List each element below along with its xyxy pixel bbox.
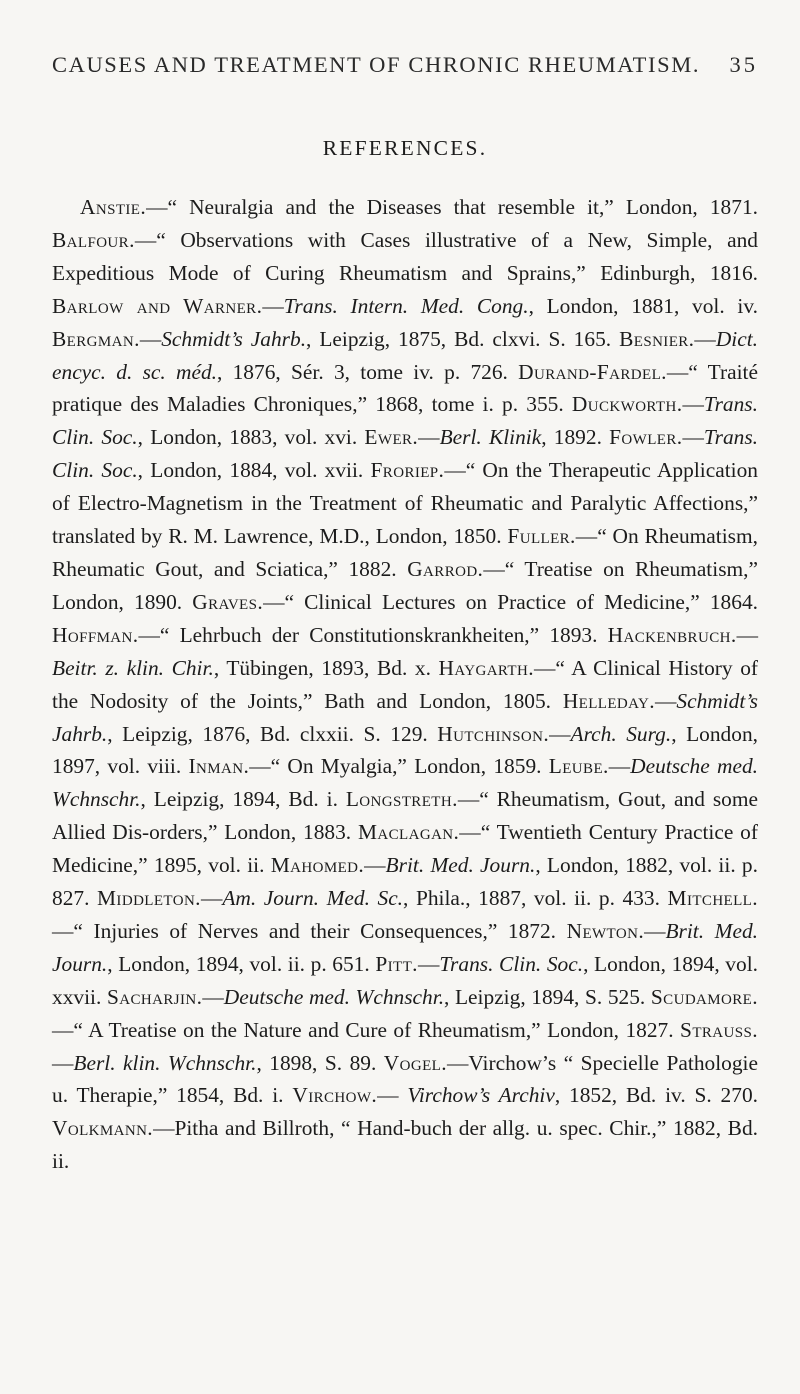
reference-author: Vogel. [383, 1050, 447, 1075]
reference-details: , Leipzig, 1876, Bd. clxxii. S. 129. [107, 721, 428, 746]
reference-journal: Deutsche med. Wchnschr. [223, 984, 445, 1009]
reference-details: , Phila., 1887, vol. ii. p. 433. [403, 886, 660, 911]
reference-details: , London, 1881, vol. iv. [528, 293, 758, 318]
reference-author: Newton. [566, 918, 645, 943]
reference-text: —“ On Myalgia,” London, 1859. [249, 754, 542, 779]
reference-author: Duckworth. [571, 392, 683, 417]
reference-text: — [262, 293, 284, 318]
reference-author: Inman. [188, 754, 250, 779]
reference-entry [52, 327, 611, 351]
reference-journal: Schmidt’s Jahrb. [52, 688, 758, 746]
reference-text: — [418, 425, 440, 450]
reference-journal: Virchow’s Archiv [407, 1083, 555, 1108]
reference-entry [189, 754, 542, 778]
reference-author: Barlow and Warner. [52, 293, 263, 318]
reference-details: , London, 1894, vol. xxvii. [52, 951, 758, 1009]
references-paragraph [52, 191, 758, 1178]
reference-text: —Pitha and Billroth, “ Hand-buch der allg. u. spec. Chir.,” 1882, Bd. ii. [52, 1116, 758, 1174]
reference-text: —“ A Clinical History of the Nodosity of the Joints,” Bath and London, 1805. [52, 655, 759, 713]
reference-author: Volkmann. [52, 1116, 154, 1141]
reference-details: , London, 1897, vol. viii. [52, 721, 758, 779]
reference-entry [52, 623, 597, 647]
reference-entry [52, 1116, 758, 1173]
reference-text: —“ A Treatise on the Nature and Cure of Rheumatism,” London, 1827. [52, 1017, 674, 1042]
reference-journal: Beitr. z. klin. Chir. [52, 655, 214, 680]
reference-author: Virchow. [292, 1083, 378, 1108]
reference-text: —“ On the Therapeutic Application of Electro-Magnetism in the Treatment of Rheumatic and Paralytic Affections,” translated by R. M. Lawrence, M.D., London, 1850. [52, 458, 758, 549]
reference-text: — [364, 853, 386, 878]
reference-author: Mahomed. [270, 853, 365, 878]
reference-text: — [202, 984, 224, 1009]
reference-text: — [417, 951, 440, 976]
reference-text: — [377, 1083, 408, 1108]
reference-details: , Leipzig, 1875, Bd. clxvi. S. 165. [306, 326, 612, 351]
section-title: REFERENCES. [322, 136, 488, 160]
reference-text: — [694, 326, 716, 351]
reference-author: Sacharjin. [106, 984, 203, 1009]
reference-text: — [608, 754, 631, 779]
page-number: 35 [729, 52, 758, 77]
reference-author: Hackenbruch. [607, 622, 737, 647]
reference-author: Maclagan. [357, 820, 460, 845]
reference-entry [52, 228, 758, 285]
reference-journal: Dict. encyc. d. sc. méd. [52, 326, 758, 384]
reference-text: —“ Clinical Lectures on Practice of Medicine,” 1864. [263, 589, 758, 614]
reference-entry [107, 985, 645, 1009]
reference-text: —“ Neuralgia and the Diseases that resemble it,” London, 1871. [146, 195, 758, 219]
reference-journal: Berl. Klinik [439, 425, 542, 450]
reference-journal: Brit. Med. Journ. [52, 918, 759, 976]
reference-author: Fowler. [609, 425, 683, 450]
reference-author: Helleday. [562, 688, 655, 713]
reference-text: — [682, 425, 704, 450]
reference-details: , 1898, S. 89. [256, 1050, 377, 1075]
running-head-title: CAUSES AND TREATMENT OF CHRONIC RHEUMATISM. [52, 52, 701, 77]
reference-author: Leube. [548, 754, 609, 779]
reference-author: Durand-Fardel. [518, 359, 667, 384]
reference-author: Fuller. [507, 524, 576, 549]
reference-details: , London, 1883, vol. xvi. [137, 425, 358, 450]
reference-text: —“ Twentieth Century Practice of Medicine,” 1895, vol. ii. [52, 820, 758, 878]
reference-entry [52, 294, 758, 318]
reference-author: Garrod. [407, 556, 484, 581]
reference-author: Hoffman. [52, 622, 139, 647]
reference-details: , 1876, Sér. 3, tome iv. p. 726. [217, 359, 508, 384]
reference-author: Haygarth. [438, 655, 534, 680]
reference-details: , 1852, Bd. iv. S. 270. [554, 1083, 758, 1108]
reference-journal: Brit. Med. Journ. [385, 853, 536, 878]
reference-text: — [200, 886, 223, 911]
reference-author: Scudamore. [650, 984, 758, 1009]
reference-text: —“ Lehrbuch der Constitutionskrankheiten,” 1893. [138, 622, 598, 647]
reference-details: , Tübingen, 1893, Bd. x. [213, 655, 431, 680]
reference-details: , London, 1882, vol. ii. p. 827. [52, 853, 758, 911]
reference-entry [364, 425, 602, 449]
reference-journal: Arch. Surg. [570, 721, 672, 746]
reference-author: Hutchinson. [437, 721, 550, 746]
reference-entry [192, 590, 758, 614]
reference-journal: Am. Journ. Med. Sc. [222, 886, 404, 911]
running-head [52, 52, 758, 78]
reference-author: Balfour. [52, 227, 135, 252]
reference-text: —“ Rheumatism, Gout, and some Allied Dis-orders,” London, 1883. [52, 787, 758, 845]
reference-text: — [736, 622, 758, 647]
reference-details: , Leipzig, 1894, S. 525. [444, 984, 646, 1009]
reference-details: , Leipzig, 1894, Bd. i. [140, 787, 338, 812]
reference-journal: Schmidt’s Jahrb. [161, 326, 307, 351]
reference-author: Bergman. [52, 326, 140, 351]
reference-text: — [682, 392, 704, 417]
reference-author: Mitchell. [667, 886, 758, 911]
reference-journal: Trans. Clin. Soc. [52, 425, 759, 483]
reference-author: Longstreth. [345, 787, 458, 812]
reference-journal: Trans. Clin. Soc. [52, 392, 758, 450]
reference-entry [292, 1083, 758, 1107]
reference-text: —“ Observations with Cases illustrative of a New, Simple, and Expeditious Mode of Curing Rheumatism and Sprains,” Edinburgh, 1816. [52, 227, 758, 285]
reference-text: — [52, 1050, 74, 1075]
reference-journal: Deutsche med. Wchnschr. [52, 754, 758, 812]
reference-text: —“ Injuries of Nerves and their Consequences,” 1872. [52, 918, 557, 943]
reference-journal: Berl. klin. Wchnschr. [73, 1050, 257, 1075]
reference-author: Middleton. [97, 886, 201, 911]
reference-text: —“ Treatise on Rheumatism,” London, 1890. [52, 556, 759, 614]
reference-journal: Trans. Clin. Soc. [439, 951, 584, 976]
reference-author: Besnier. [619, 326, 695, 351]
reference-author: Ewer. [364, 425, 419, 450]
reference-text: — [655, 688, 677, 713]
reference-text: —Virchow’s “ Specielle Pathologie u. Therapie,” 1854, Bd. i. [52, 1050, 758, 1108]
reference-author: Anstie. [80, 195, 147, 219]
reference-text: — [644, 918, 666, 943]
reference-text: —“ On Rheumatism, Rheumatic Gout, and Sciatica,” 1882. [52, 524, 758, 581]
reference-entry [80, 195, 758, 219]
reference-details: , London, 1894, vol. ii. p. 651. [107, 951, 370, 976]
reference-author: Strauss. [680, 1017, 758, 1042]
reference-author: Graves. [192, 589, 264, 614]
reference-text: — [549, 721, 571, 746]
reference-entry [97, 886, 660, 910]
reference-author: Pitt. [375, 951, 418, 976]
reference-text: — [139, 326, 162, 351]
reference-details: , London, 1884, vol. xvii. [137, 458, 364, 483]
reference-text: —“ Traité pratique des Maladies Chroniques,” 1868, tome i. p. 355. [52, 359, 758, 417]
reference-journal: Trans. Intern. Med. Cong. [283, 293, 529, 318]
reference-details: , 1892. [541, 425, 602, 450]
reference-author: Froriep. [370, 458, 445, 483]
